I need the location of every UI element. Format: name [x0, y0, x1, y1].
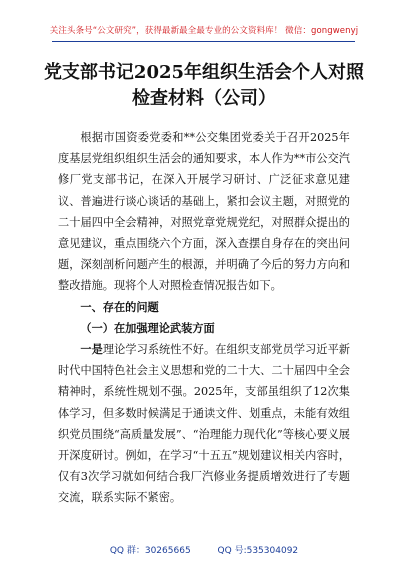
paragraph-text: 理论学习系统性不好。在组织支部党员学习近平新时代中国特色社会主义思想和党的二十大、二十届四中全会精神时，系统性规划不强。2025年，支部虽组织了12次集体学习，但多数时候满足于通读文件、划重点，未能有效组织党员围绕“高质量发展”、“治理能力现代化”等核心要义展开深度研讨。例如，在学习“十五五”规划建议相关内容时，仅有3次学习就如何结合我厂汽修业务提质增效进行了专题交流，联系实际不紧密。 — [58, 343, 350, 505]
title-line-2: 检查材料（公司） — [132, 88, 276, 109]
section-heading: 一、存在的问题 — [80, 300, 159, 314]
document-title — [40, 60, 368, 112]
body-paragraph — [58, 339, 350, 509]
document-body — [58, 127, 350, 509]
subsection-heading: （一）在加强理论武装方面 — [80, 320, 215, 335]
header-banner: 关注头条号“公文研究”，获得最新最全最专业的公文资料库！ 微信：gongwenyj — [49, 26, 359, 36]
intro-paragraph: 根据市国资委党委和**公交集团党委关于召开2025年度基层党组织组织生活会的通知要求，本人作为**市公交汽修厂党支部书记，在深入开展学习研讨、广泛征求意见建议、普遍进行谈心谈话的基础上，紧扣会议主题，对照党的二十届四中全会精神，对照党章党规党纪，对照群众提出的意见建议，重点围绕六个方面，深入查摆自身存在的突出问题，深刻剖析问题产生的根源，并明确了今后的努力方向和整改措施。现将个人对照检查情况报告如下。 — [58, 131, 350, 293]
header-divider — [52, 41, 355, 42]
qq-number: QQ 号:535304092 — [217, 546, 299, 556]
qq-group: QQ 群：30265665 — [109, 546, 191, 556]
paragraph-lead: 一是 — [80, 343, 103, 357]
footer-contact — [0, 543, 408, 556]
title-line-1: 党支部书记2025年组织生活会个人对照 — [43, 62, 365, 83]
